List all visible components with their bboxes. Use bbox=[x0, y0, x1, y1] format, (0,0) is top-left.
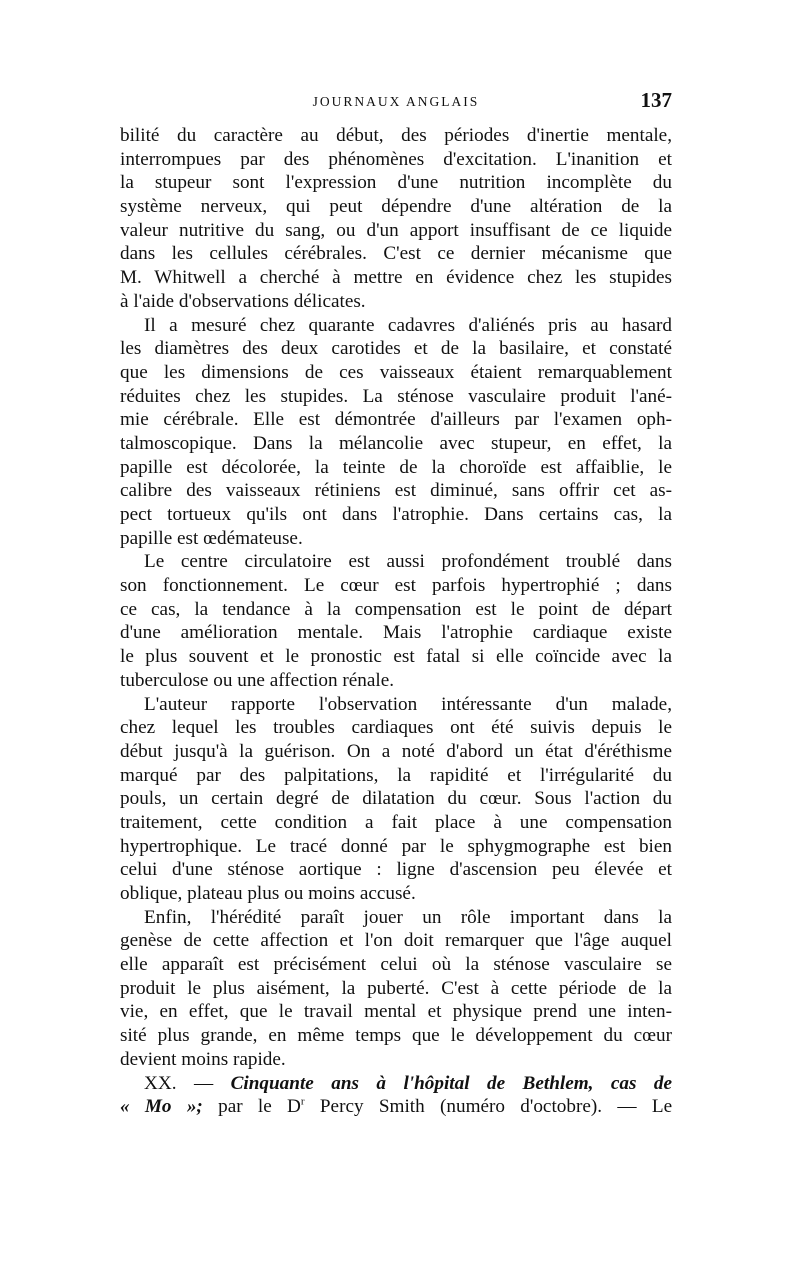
running-header bbox=[120, 88, 672, 124]
text-line: traitement, cette condition a fait place à une compensation bbox=[120, 811, 672, 833]
doctor-prefix: D bbox=[287, 1096, 301, 1118]
text-line: tuberculose ou une affection rénale. bbox=[120, 669, 395, 691]
section-number: XX. bbox=[144, 1072, 177, 1094]
text-line: ce cas, la tendance à la compensation est le point de départ bbox=[120, 598, 672, 620]
text-line: calibre des vaisseaux rétiniens est diminué, sans offrir cet as- bbox=[120, 480, 672, 502]
paragraph-start-line: L'auteur rapporte l'observation intéressante d'un malade, bbox=[144, 693, 672, 715]
text-line: marqué par des palpitations, la rapidité et l'irrégularité du bbox=[120, 764, 672, 786]
section-dash: — bbox=[193, 1072, 214, 1094]
text-line: sité plus grande, en même temps que le développement du cœur bbox=[120, 1025, 672, 1047]
text-line: pect tortueux qu'ils ont dans l'atrophie. Dans certains cas, la bbox=[120, 504, 672, 525]
text-line: début jusqu'à la guérison. On a noté d'abord un état d'éréthisme bbox=[120, 740, 672, 762]
text-line: bilité du caractère au début, des périodes d'inertie mentale, bbox=[120, 125, 672, 146]
trailing-word: Le bbox=[651, 1096, 673, 1118]
text-line: talmoscopique. Dans la mélancolie avec stupeur, en effet, la bbox=[120, 432, 672, 454]
text-line: la stupeur sont l'expression d'une nutrition incomplète du bbox=[120, 172, 672, 194]
text-line: oblique, plateau plus ou moins accusé. bbox=[120, 883, 416, 904]
text-line: que les dimensions de ces vaisseaux étaient remarquablement bbox=[120, 361, 672, 383]
text-line: dans les cellules cérébrales. C'est ce dernier mécanisme que bbox=[120, 243, 672, 265]
section-heading-line bbox=[120, 1072, 672, 1096]
text-line: devient moins rapide. bbox=[120, 1048, 286, 1070]
page-number: 137 bbox=[640, 88, 672, 112]
paragraph-start-line: Enfin, l'hérédité paraît jouer un rôle important dans la bbox=[144, 906, 672, 928]
text-line: valeur nutritive du sang, ou d'un apport insuffisant de ce liquide bbox=[120, 219, 672, 241]
journal-page bbox=[120, 88, 672, 1119]
author-name: Percy Smith bbox=[319, 1096, 425, 1118]
text-line: mie cérébrale. Elle est démontrée d'ailleurs par l'examen oph- bbox=[120, 409, 672, 431]
running-title: JOURNAUX ANGLAIS bbox=[312, 94, 480, 109]
citation-dash: — bbox=[617, 1096, 637, 1118]
text-line: les diamètres des deux carotides et de la basilaire, et constaté bbox=[120, 338, 672, 360]
source-note: (numéro d'octobre). bbox=[440, 1096, 603, 1118]
section-citation-line bbox=[120, 1095, 672, 1119]
text-line: celui d'une sténose aortique : ligne d'ascension peu élevée et bbox=[120, 859, 672, 881]
by-text: par le bbox=[218, 1096, 272, 1118]
article-title: Cinquante ans à l'hôpital de Bethlem, cas de bbox=[230, 1072, 673, 1094]
text-line: interrompues par des phénomènes d'excitation. L'inanition et bbox=[120, 148, 672, 170]
text-line: papille est œdémateuse. bbox=[120, 527, 303, 549]
text-line: vie, en effet, que le travail mental et physique prend une inten- bbox=[120, 1001, 672, 1023]
text-line: pouls, un certain degré de dilatation du cœur. Sous l'action du bbox=[120, 788, 672, 810]
text-line: à l'aide d'observations délicates. bbox=[120, 290, 366, 312]
paragraph-start-line: Le centre circulatoire est aussi profondément troublé dans bbox=[144, 551, 672, 573]
text-line: son fonctionnement. Le cœur est parfois hypertrophié ; dans bbox=[120, 575, 672, 597]
article-title-continuation: « Mo »; bbox=[120, 1096, 203, 1118]
text-line: papille est décolorée, la teinte de la choroïde est affaiblie, le bbox=[120, 456, 672, 478]
paragraph-start-line: Il a mesuré chez quarante cadavres d'aliénés pris au hasard bbox=[144, 314, 672, 336]
body-text bbox=[120, 124, 672, 1119]
text-line: elle apparaît est précisément celui où la sténose vasculaire se bbox=[120, 954, 672, 976]
text-line: d'une amélioration mentale. Mais l'atrophie cardiaque existe bbox=[120, 622, 672, 644]
text-line: genèse de cette affection et l'on doit remarquer que l'âge auquel bbox=[120, 930, 672, 952]
text-line: système nerveux, qui peut dépendre d'une altération de la bbox=[120, 196, 672, 218]
text-line: M. Whitwell a cherché à mettre en évidence chez les stupides bbox=[120, 267, 672, 289]
text-line: le plus souvent et le pronostic est fatal si elle coïncide avec la bbox=[120, 646, 672, 668]
text-line: produit le plus aisément, la puberté. C'est à cette période de la bbox=[120, 977, 672, 999]
text-line: réduites chez les stupides. La sténose vasculaire produit l'ané- bbox=[120, 385, 672, 407]
text-line: chez lequel les troubles cardiaques ont été suivis depuis le bbox=[120, 717, 672, 739]
text-line: hypertrophique. Le tracé donné par le sphygmographe est bien bbox=[120, 835, 672, 857]
doctor-superscript: r bbox=[300, 1095, 305, 1108]
doctor-title bbox=[287, 1096, 305, 1117]
